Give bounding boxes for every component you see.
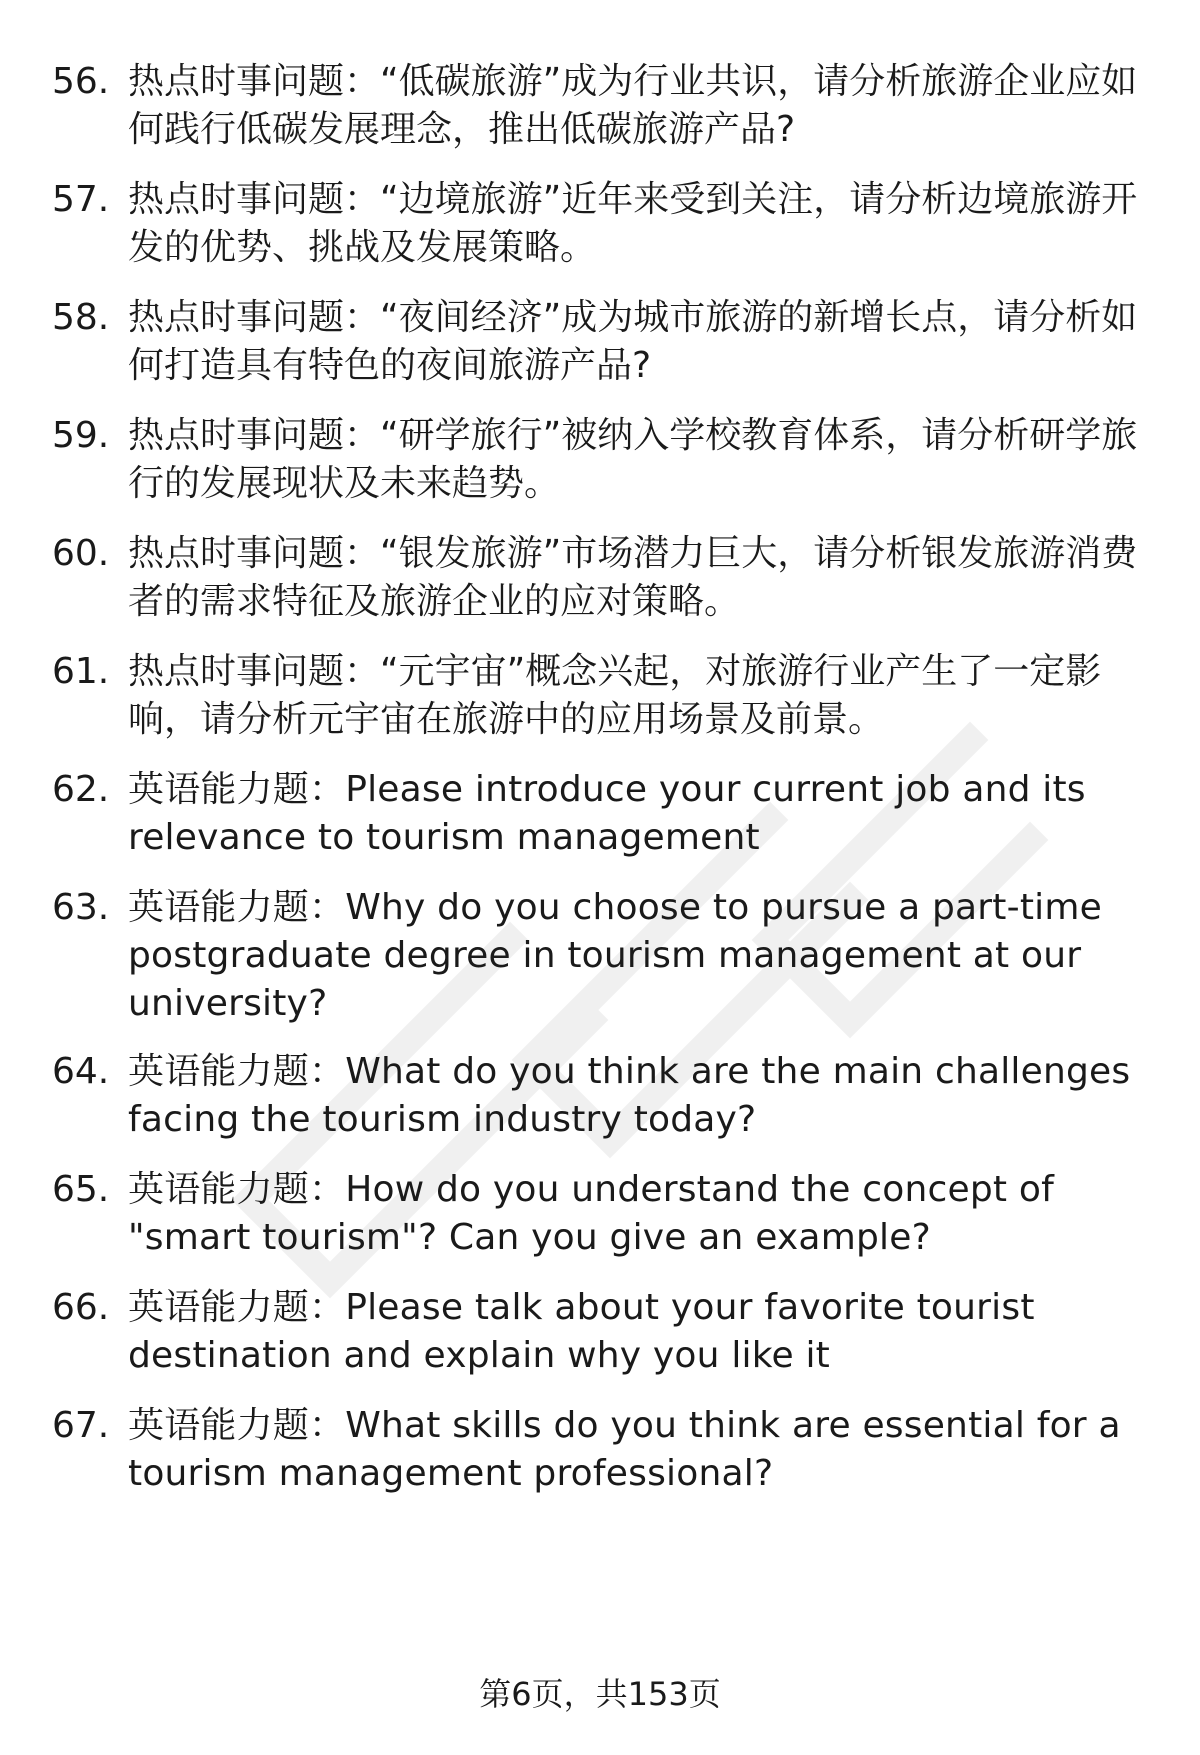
question-text: 英语能力题：How do you understand the concept of "smart tourism"? Can you give an example?	[128, 1169, 1054, 1258]
question-number: 64.	[52, 1051, 110, 1092]
question-number: 66.	[52, 1287, 110, 1328]
question-text: 英语能力题：What do you think are the main challenges facing the tourism industry today?	[128, 1051, 1131, 1140]
question-text: 热点时事问题：“元宇宙”概念兴起，对旅游行业产生了一定影响，请分析元宇宙在旅游中的应用场景及前景。	[128, 651, 1102, 740]
question-number: 63.	[52, 887, 110, 928]
question-text: 英语能力题：Why do you choose to pursue a part-time postgraduate degree in tourism management at our university?	[128, 887, 1102, 1024]
question-text: 热点时事问题：“低碳旅游”成为行业共识，请分析旅游企业应如何践行低碳发展理念，推出低碳旅游产品?	[128, 61, 1138, 150]
question-number: 57.	[52, 179, 110, 220]
question-number: 61.	[52, 651, 110, 692]
question-number: 60.	[52, 533, 110, 574]
question-text: 英语能力题：Please talk about your favorite tourist destination and explain why you like it	[128, 1287, 1035, 1376]
page-indicator: 第6页，共153页	[479, 1675, 721, 1713]
question-text: 热点时事问题：“夜间经济”成为城市旅游的新增长点，请分析如何打造具有特色的夜间旅游产品?	[128, 297, 1138, 386]
question-text: 热点时事问题：“银发旅游”市场潜力巨大，请分析银发旅游消费者的需求特征及旅游企业的应对策略。	[128, 533, 1138, 622]
question-number: 58.	[52, 297, 110, 338]
question-number: 67.	[52, 1405, 110, 1446]
question-number: 56.	[52, 61, 110, 102]
question-number: 62.	[52, 769, 110, 810]
question-text: 英语能力题：Please introduce your current job and its relevance to tourism management	[128, 769, 1086, 858]
question-text: 热点时事问题：“研学旅行”被纳入学校教育体系，请分析研学旅行的发展现状及未来趋势。	[128, 415, 1138, 504]
question-text: 英语能力题：What skills do you think are essential for a tourism management professional?	[128, 1405, 1121, 1494]
question-text: 热点时事问题：“边境旅游”近年来受到关注，请分析边境旅游开发的优势、挑战及发展策略。	[128, 179, 1138, 268]
question-number: 59.	[52, 415, 110, 456]
question-number: 65.	[52, 1169, 110, 1210]
